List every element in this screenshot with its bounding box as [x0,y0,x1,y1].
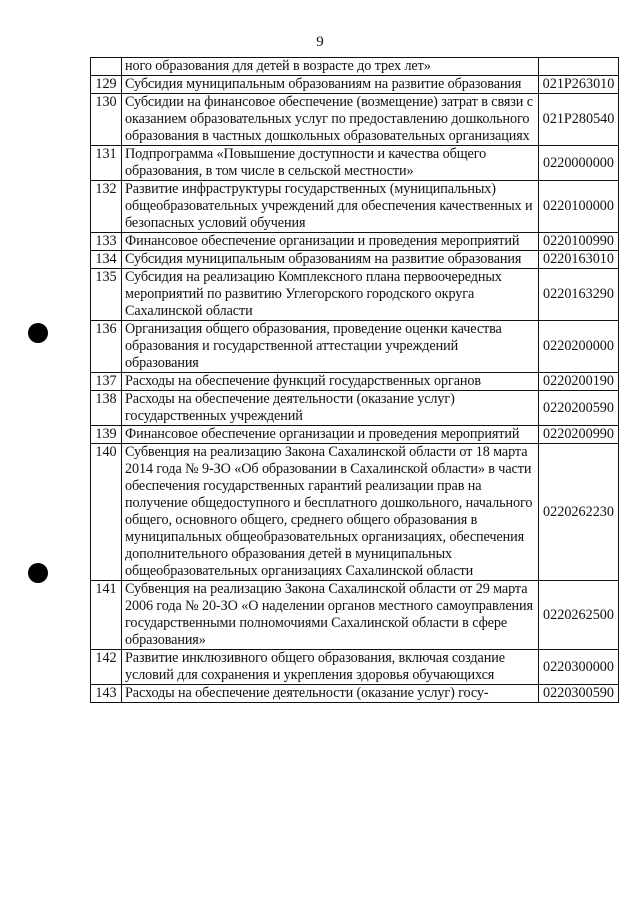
row-description: ного образования для детей в возрасте до трех лет» [122,58,539,76]
table-row [91,321,619,373]
row-code: 021P263010 [539,76,619,94]
budget-codes-table [90,57,619,703]
row-description: Субвенция на реализацию Закона Сахалинской области от 29 марта 2006 года № 20-ЗО «О наделении органов местного самоуправления государственными полномочиями Сахалинской области в сфере образования» [122,581,539,650]
row-number: 139 [91,426,122,444]
punch-hole [28,563,48,583]
table-row [91,685,619,703]
row-number: 129 [91,76,122,94]
row-description: Расходы на обеспечение деятельности (оказание услуг) государственных учреждений [122,391,539,426]
row-number: 137 [91,373,122,391]
row-description: Субвенция на реализацию Закона Сахалинской области от 18 марта 2014 года № 9-ЗО «Об образовании в Сахалинской области» в части обеспечения государственных гарантий реализации прав на получение общедоступного и бесплатного дошкольного, начального общего, основного общего, среднего общего образования в муниципальных общеобразовательных организациях, обеспечения дополнительного образования детей в муниципальных общеобразовательных организациях Сахалинской области [122,444,539,581]
row-number: 135 [91,269,122,321]
table-row [91,251,619,269]
row-description: Расходы на обеспечение функций государственных органов [122,373,539,391]
row-number: 131 [91,146,122,181]
table-row [91,444,619,581]
row-number: 141 [91,581,122,650]
row-number: 142 [91,650,122,685]
row-code: 0220163010 [539,251,619,269]
row-number: 130 [91,94,122,146]
row-number: 143 [91,685,122,703]
punch-hole [28,323,48,343]
row-number: 134 [91,251,122,269]
row-code: 0220300000 [539,650,619,685]
row-code: 0220100990 [539,233,619,251]
table-row [91,58,619,76]
row-code: 0220262230 [539,444,619,581]
row-description: Подпрограмма «Повышение доступности и качества общего образования, в том числе в сельской местности» [122,146,539,181]
table-row [91,581,619,650]
row-number: 140 [91,444,122,581]
table-row [91,94,619,146]
row-description: Развитие инфраструктуры государственных (муниципальных) общеобразовательных учреждений для обеспечения качественных и безопасных условий обучения [122,181,539,233]
row-description: Организация общего образования, проведение оценки качества образования и государственной аттестации учреждений образования [122,321,539,373]
row-description: Развитие инклюзивного общего образования, включая создание условий для сохранения и укрепления здоровья обучающихся [122,650,539,685]
table-row [91,426,619,444]
row-number: 138 [91,391,122,426]
row-code: 0220262500 [539,581,619,650]
row-description: Расходы на обеспечение деятельности (оказание услуг) госу- [122,685,539,703]
row-code: 0220300590 [539,685,619,703]
row-description: Финансовое обеспечение организации и проведения мероприятий [122,233,539,251]
table-row [91,181,619,233]
row-code: 021P280540 [539,94,619,146]
table-row [91,269,619,321]
row-number: 133 [91,233,122,251]
table-row [91,76,619,94]
row-description: Субсидия муниципальным образованиям на развитие образования [122,251,539,269]
row-number [91,58,122,76]
row-code: 0220000000 [539,146,619,181]
row-code [539,58,619,76]
row-code: 0220200000 [539,321,619,373]
table-row [91,233,619,251]
row-code: 0220100000 [539,181,619,233]
page-number: 9 [316,34,324,50]
row-code: 0220200190 [539,373,619,391]
row-description: Субсидии на финансовое обеспечение (возмещение) затрат в связи с оказанием образовательных услуг по предоставлению дошкольного образования в частных дошкольных образовательных организациях [122,94,539,146]
table-row [91,146,619,181]
row-code: 0220200590 [539,391,619,426]
row-number: 132 [91,181,122,233]
row-number: 136 [91,321,122,373]
table-row [91,391,619,426]
row-description: Финансовое обеспечение организации и проведения мероприятий [122,426,539,444]
table-row [91,373,619,391]
row-code: 0220200990 [539,426,619,444]
table-row [91,650,619,685]
row-description: Субсидия муниципальным образованиям на развитие образования [122,76,539,94]
row-code: 0220163290 [539,269,619,321]
row-description: Субсидия на реализацию Комплексного плана первоочередных мероприятий по развитию Углегорского городского округа Сахалинской области [122,269,539,321]
